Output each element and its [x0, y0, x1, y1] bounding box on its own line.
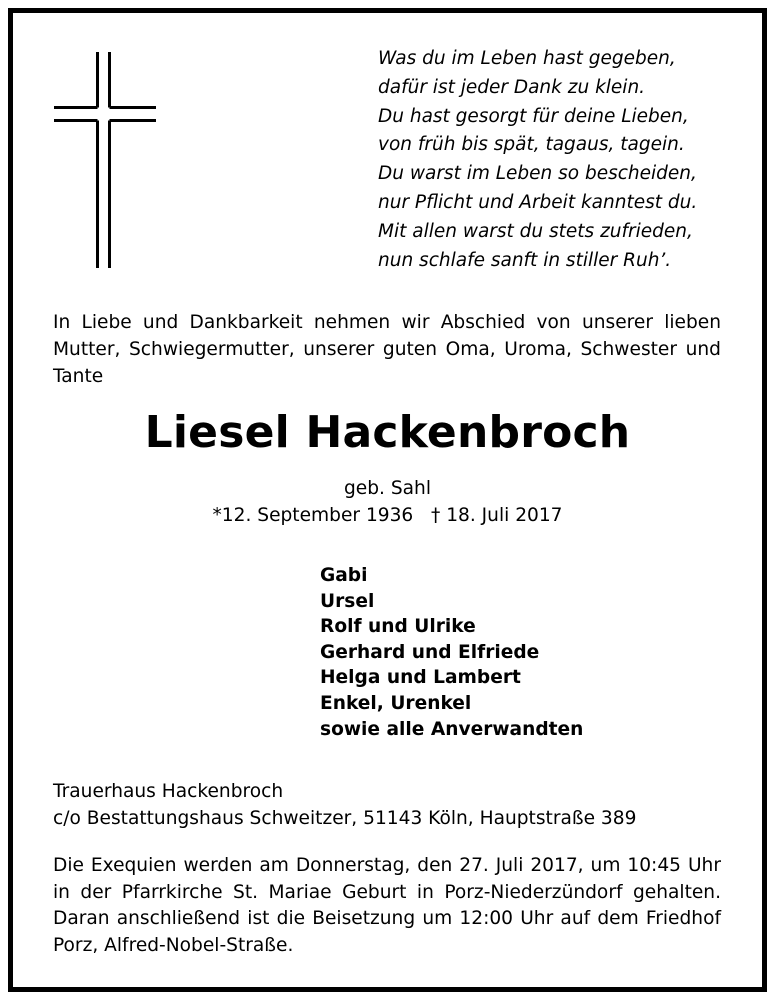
- mourner: Ursel: [320, 590, 375, 612]
- service-line: in der Pfarrkirche St. Mariae Geburt in Porz-Niederzündorf gehalten.: [53, 881, 721, 903]
- mourner: Gabi: [320, 565, 368, 586]
- service-line: Daran anschließend ist die Beisetzung um 12:00 Uhr auf dem Friedhof: [53, 908, 721, 930]
- intro-line: In Liebe und Dankbarkeit nehmen wir Abschied von unserer lieben: [53, 312, 721, 333]
- house-line: Trauerhaus Hackenbroch: [53, 781, 284, 802]
- poem-line: Mit allen warst du stets zufrieden,: [378, 220, 693, 242]
- intro-line: Tante: [53, 366, 104, 387]
- service-info: [53, 853, 721, 959]
- poem-line: Du hast gesorgt für deine Lieben,: [378, 105, 689, 127]
- mourner: Gerhard und Elfriede: [320, 641, 540, 663]
- birth-name: geb. Sahl: [343, 478, 431, 499]
- mourner: Enkel, Urenkel: [320, 692, 472, 714]
- poem: [378, 45, 748, 275]
- poem-line: nun schlafe sanft in stiller Ruh’.: [378, 249, 672, 271]
- life-dates: *12. September 1936 † 18. Juli 2017: [212, 505, 563, 526]
- poem-line: Du warst im Leben so bescheiden,: [378, 163, 697, 185]
- intro-line: Mutter, Schwiegermutter, unserer guten Oma, Uroma, Schwester und: [53, 339, 721, 360]
- intro-text: [53, 309, 721, 390]
- poem-line: von früh bis spät, tagaus, tagein.: [378, 134, 685, 156]
- mourner: Helga und Lambert: [320, 667, 521, 689]
- poem-line: nur Pflicht und Arbeit kanntest du.: [378, 191, 698, 213]
- cross-icon: [52, 50, 158, 270]
- mourner: Rolf und Ulrike: [320, 616, 476, 638]
- poem-line: dafür ist jeder Dank zu klein.: [378, 76, 646, 98]
- service-line: Die Exequien werden am Donnerstag, den 27. Juli 2017, um 10:45 Uhr: [53, 855, 721, 876]
- house-line: c/o Bestattungshaus Schweitzer, 51143 Köln, Hauptstraße 389: [53, 808, 637, 829]
- mourners-list: [320, 563, 583, 742]
- poem-line: Was du im Leben hast gegeben,: [378, 48, 676, 69]
- mourner: sowie alle Anverwandten: [320, 718, 584, 740]
- mourning-house: [53, 778, 636, 832]
- deceased-name: Liesel Hackenbroch: [144, 407, 631, 458]
- service-line: Porz, Alfred-Nobel-Straße.: [53, 934, 294, 956]
